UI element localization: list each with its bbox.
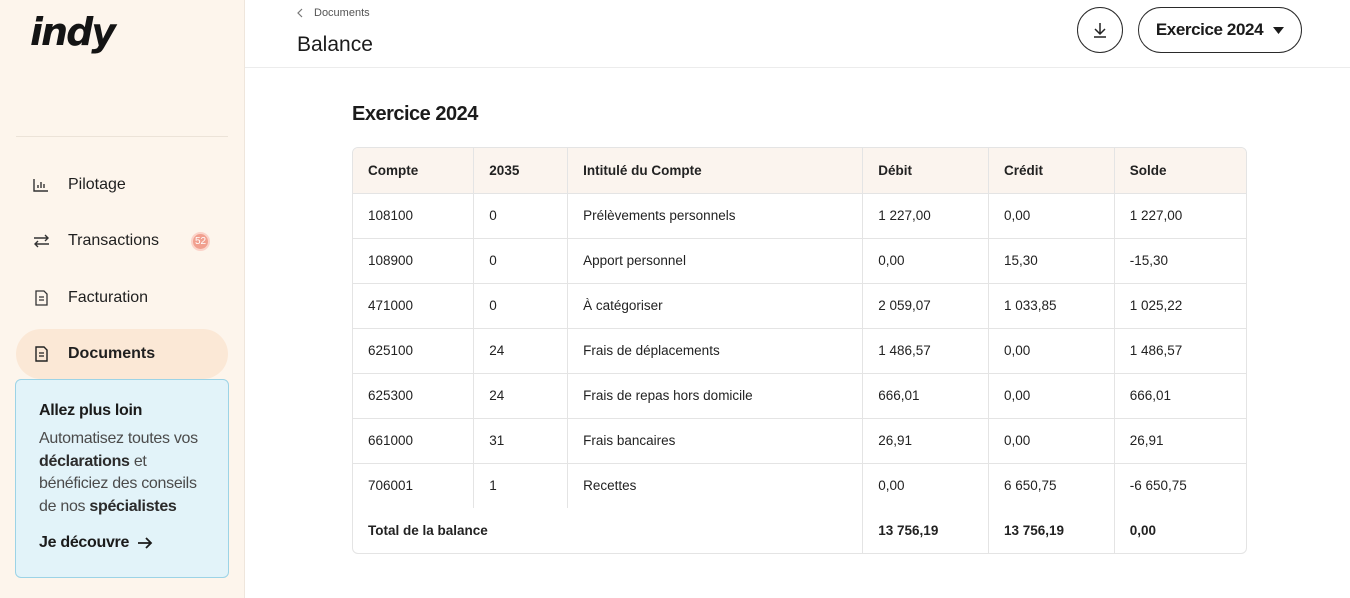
chevron-left-icon	[297, 8, 303, 18]
cell-label: Apport personnel	[568, 238, 863, 283]
cell-debit: 0,00	[863, 463, 989, 508]
cell-2035: 0	[474, 193, 568, 238]
column-header: Crédit	[989, 148, 1115, 193]
promo-cta-link[interactable]: Je découvre	[39, 534, 153, 552]
cell-credit: 1 033,85	[989, 283, 1115, 328]
total-label: Total de la balance	[353, 508, 863, 553]
cell-2035: 24	[474, 328, 568, 373]
sidebar-item-pilotage[interactable]	[16, 160, 228, 210]
cell-label: Recettes	[568, 463, 863, 508]
sidebar-item-label: Documents	[68, 345, 156, 362]
column-header: Solde	[1114, 148, 1246, 193]
cell-credit: 15,30	[989, 238, 1115, 283]
fiscal-year-select[interactable]: Exercice 2024	[1138, 7, 1302, 53]
cell-solde: 1 025,22	[1114, 283, 1246, 328]
total-solde: 0,00	[1129, 523, 1157, 538]
table-row	[353, 283, 1246, 328]
invoice-icon	[32, 289, 50, 307]
column-header: Débit	[863, 148, 989, 193]
cell-2035: 31	[474, 418, 568, 463]
cell-credit: 0,00	[989, 193, 1115, 238]
cell-label: Frais bancaires	[568, 418, 863, 463]
cell-credit: 0,00	[989, 328, 1115, 373]
cell-2035: 1	[474, 463, 568, 508]
download-button[interactable]	[1077, 7, 1123, 53]
cell-solde: 26,91	[1114, 418, 1246, 463]
cell-solde: -15,30	[1114, 238, 1246, 283]
document-icon	[32, 345, 50, 363]
promo-title: Allez plus loin	[39, 402, 143, 419]
page-title: Balance	[297, 33, 373, 56]
cell-credit: 0,00	[989, 418, 1115, 463]
cell-solde: -6 650,75	[1129, 478, 1187, 494]
table-row	[353, 238, 1246, 283]
cell-credit: 6 650,75	[989, 463, 1115, 508]
table-row	[353, 418, 1246, 463]
sidebar-item-label: Facturation	[68, 289, 149, 306]
cell-label: Frais de repas hors domicile	[568, 373, 863, 418]
table-row	[353, 328, 1246, 373]
section-title: Exercice 2024	[352, 103, 478, 125]
balance-table	[352, 147, 1247, 554]
table-row	[353, 193, 1246, 238]
sidebar-item-documents[interactable]	[16, 329, 228, 379]
sidebar-item-transactions[interactable]	[16, 216, 228, 266]
download-icon	[1093, 22, 1107, 38]
column-header: Intitulé du Compte	[568, 148, 863, 193]
sidebar-divider	[16, 136, 228, 137]
cell-solde: 666,01	[1114, 373, 1246, 418]
total-debit: 13 756,19	[863, 508, 989, 553]
cell-solde: 1 486,57	[1114, 328, 1246, 373]
promo-text: Automatisez toutes vos déclarations et bénéficiez des conseils de nos spécialistes	[39, 430, 198, 515]
sidebar-item-label: Transactions	[68, 232, 159, 249]
bar-chart-icon	[32, 176, 50, 194]
arrow-right-icon	[137, 536, 153, 550]
cell-2035: 0	[474, 238, 568, 283]
cell-debit: 1 486,57	[863, 328, 989, 373]
swap-arrows-icon	[32, 232, 50, 250]
cell-account: 625100	[353, 328, 474, 373]
cell-account: 706001	[353, 463, 474, 508]
promo-card	[15, 379, 229, 578]
sidebar-item-facturation[interactable]	[16, 273, 228, 323]
page-header	[245, 0, 1350, 68]
caret-down-icon	[1273, 27, 1284, 34]
column-header: 2035	[474, 148, 568, 193]
column-header: Compte	[353, 148, 474, 193]
cell-debit: 26,91	[863, 418, 989, 463]
app-logo[interactable]: indy	[30, 10, 115, 54]
cell-2035: 24	[474, 373, 568, 418]
cell-label: À catégoriser	[568, 283, 863, 328]
cell-account: 108900	[353, 238, 474, 283]
cell-2035: 0	[474, 283, 568, 328]
sidebar	[0, 0, 245, 598]
table-row	[353, 463, 1246, 508]
cell-label: Frais de déplacements	[568, 328, 863, 373]
cell-account: 471000	[353, 283, 474, 328]
breadcrumb[interactable]: Documents	[297, 7, 370, 19]
total-credit: 13 756,19	[989, 508, 1115, 553]
cell-debit: 1 227,00	[863, 193, 989, 238]
cell-account: 661000	[353, 418, 474, 463]
cell-debit: 0,00	[863, 238, 989, 283]
notification-badge: 52	[191, 232, 210, 251]
cell-debit: 2 059,07	[863, 283, 989, 328]
table-header-row	[353, 148, 1246, 193]
cell-debit: 666,01	[863, 373, 989, 418]
sidebar-item-label: Pilotage	[68, 176, 126, 193]
cell-credit: 0,00	[989, 373, 1115, 418]
table-total-row	[353, 508, 1246, 553]
table-row	[353, 373, 1246, 418]
cell-label: Prélèvements personnels	[568, 193, 863, 238]
cell-account: 625300	[353, 373, 474, 418]
cell-solde: 1 227,00	[1114, 193, 1246, 238]
cell-account: 108100	[353, 193, 474, 238]
